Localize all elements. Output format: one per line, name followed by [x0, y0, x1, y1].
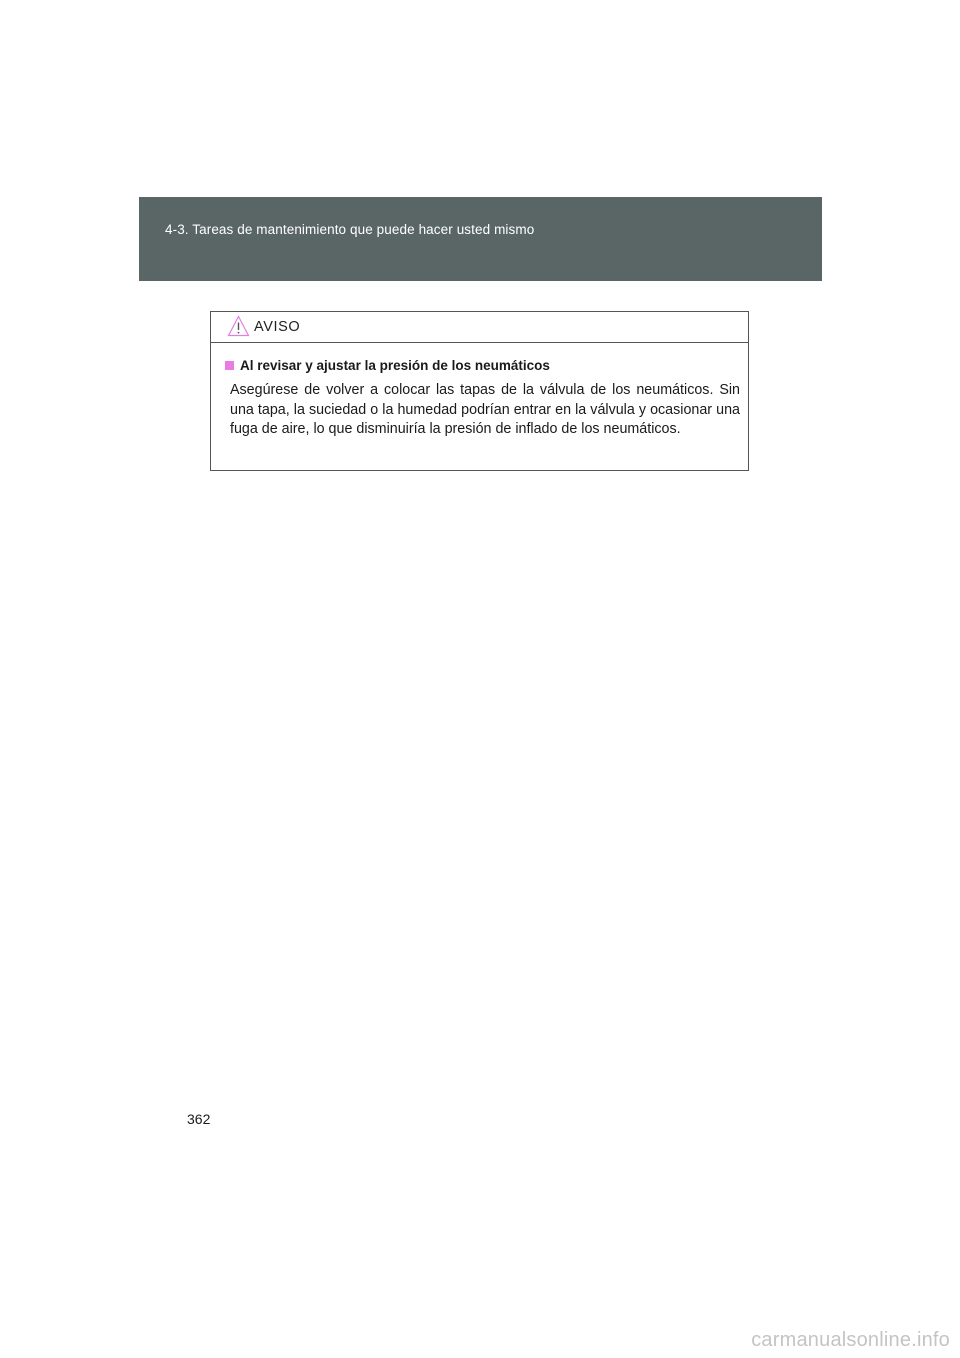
section-title: 4-3. Tareas de mantenimiento que puede hacer usted mismo: [165, 222, 535, 237]
section-header-band: [139, 197, 822, 281]
warning-body: [211, 343, 748, 440]
warning-triangle-icon: [227, 315, 250, 337]
warning-header: [211, 312, 748, 343]
warning-title: AVISO: [254, 319, 301, 335]
page-number: 362: [187, 1111, 211, 1127]
square-bullet-icon: [225, 361, 234, 370]
warning-subheading: [225, 355, 740, 375]
warning-box: [210, 311, 749, 471]
watermark: carmanualsonline.info: [751, 1329, 950, 1351]
warning-subheading-text: Al revisar y ajustar la presión de los neumáticos: [240, 357, 550, 373]
warning-paragraph: Asegúrese de volver a colocar las tapas de la válvula de los neumáticos. Sin una tapa, la suciedad o la humedad podrían entrar en la válvula y ocasionar una fuga de aire, lo que disminuiría la presión de inflado de los neumáticos.: [230, 382, 740, 437]
